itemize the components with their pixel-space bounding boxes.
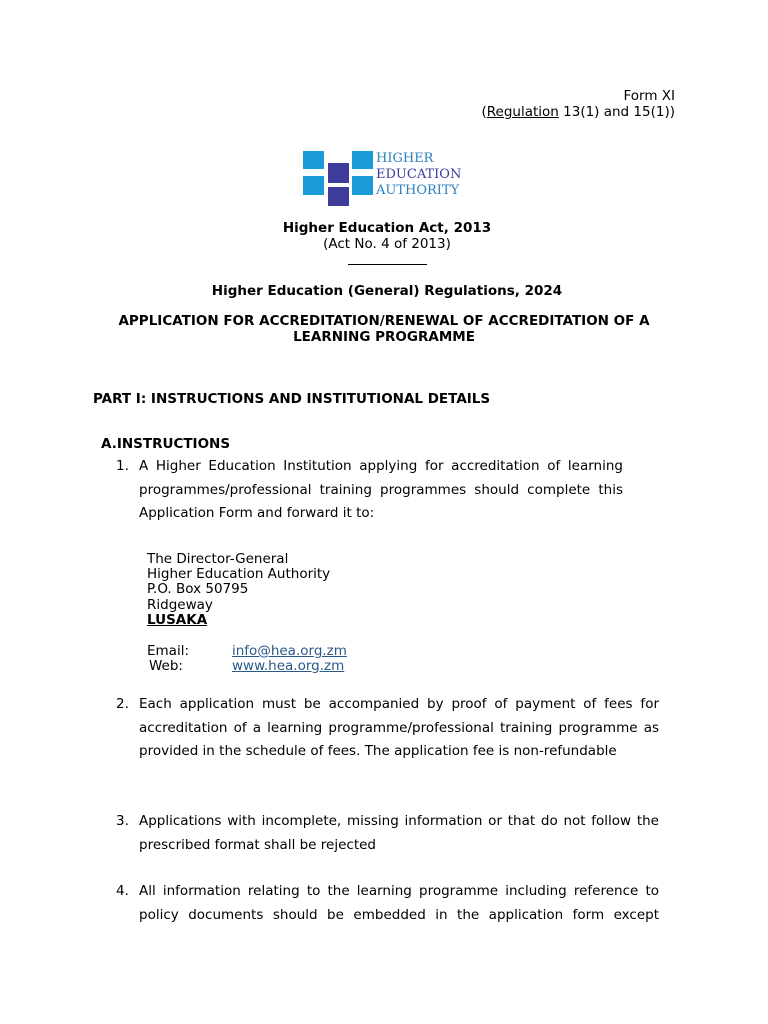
address-line: P.O. Box 50795: [147, 581, 249, 598]
web-link[interactable]: www.hea.org.zm: [232, 658, 345, 674]
regulation-reference: [481, 104, 675, 120]
list-item-text: All information relating to the learning programme including reference to policy documents should be embedded in the application form except: [139, 883, 659, 923]
logo-square: [352, 176, 373, 195]
logo-square: [303, 151, 324, 169]
regulation-open-paren: (: [481, 104, 487, 120]
logo-text: [376, 151, 461, 199]
act-number: (Act No. 4 of 2013): [323, 236, 451, 252]
address-line: Ridgeway: [147, 596, 213, 613]
list-item-number: 2.: [116, 696, 129, 712]
section-title: INSTRUCTIONS: [116, 436, 231, 452]
list-item-text: Applications with incomplete, missing information or that do not follow the prescribed format shall be rejected: [139, 813, 659, 853]
email-link[interactable]: info@hea.org.zm: [232, 643, 347, 659]
list-item-number: 4.: [116, 883, 129, 899]
part-heading: PART I: INSTRUCTIONS AND INSTITUTIONAL DETAILS: [93, 391, 491, 407]
logo-square: [352, 151, 373, 169]
section-letter: A.: [101, 436, 117, 452]
logo-square: [303, 176, 324, 195]
divider-line: [348, 264, 427, 265]
list-item-number: 3.: [116, 813, 129, 829]
address-line: Higher Education Authority: [147, 566, 331, 583]
application-title: APPLICATION FOR ACCREDITATION/RENEWAL OF ACCREDITATION OF A LEARNING PROGRAMME: [118, 313, 650, 345]
address-line: The Director-General: [147, 551, 289, 567]
section-a-heading: [101, 436, 230, 452]
web-label: Web:: [149, 658, 183, 674]
logo-text-line: HIGHER: [376, 151, 434, 166]
form-number: Form XI: [623, 88, 675, 104]
hea-logo: [303, 151, 473, 207]
logo-text-line: EDUCATION: [376, 167, 462, 182]
list-item-text: A Higher Education Institution applying for accreditation of learning programmes/professional training programmes should complete this Application Form and forward it to:: [139, 458, 623, 521]
list-item-number: 1.: [116, 458, 129, 474]
regulations-title: Higher Education (General) Regulations, 2024: [211, 283, 563, 299]
address-city: LUSAKA: [147, 611, 208, 628]
regulation-word: Regulation: [486, 104, 559, 120]
logo-square: [328, 187, 349, 206]
list-item-text: Each application must be accompanied by proof of payment of fees for accreditation of a learning programme/professional training programme as provided in the schedule of fees. The application fee is non-refundable: [139, 696, 659, 759]
regulation-numbers: 13(1) and 15(1)): [558, 104, 675, 120]
logo-square: [328, 163, 349, 183]
address-block: [147, 552, 330, 628]
act-title: Higher Education Act, 2013: [282, 220, 492, 236]
logo-text-line: AUTHORITY: [376, 183, 460, 198]
email-label: Email:: [147, 643, 190, 659]
